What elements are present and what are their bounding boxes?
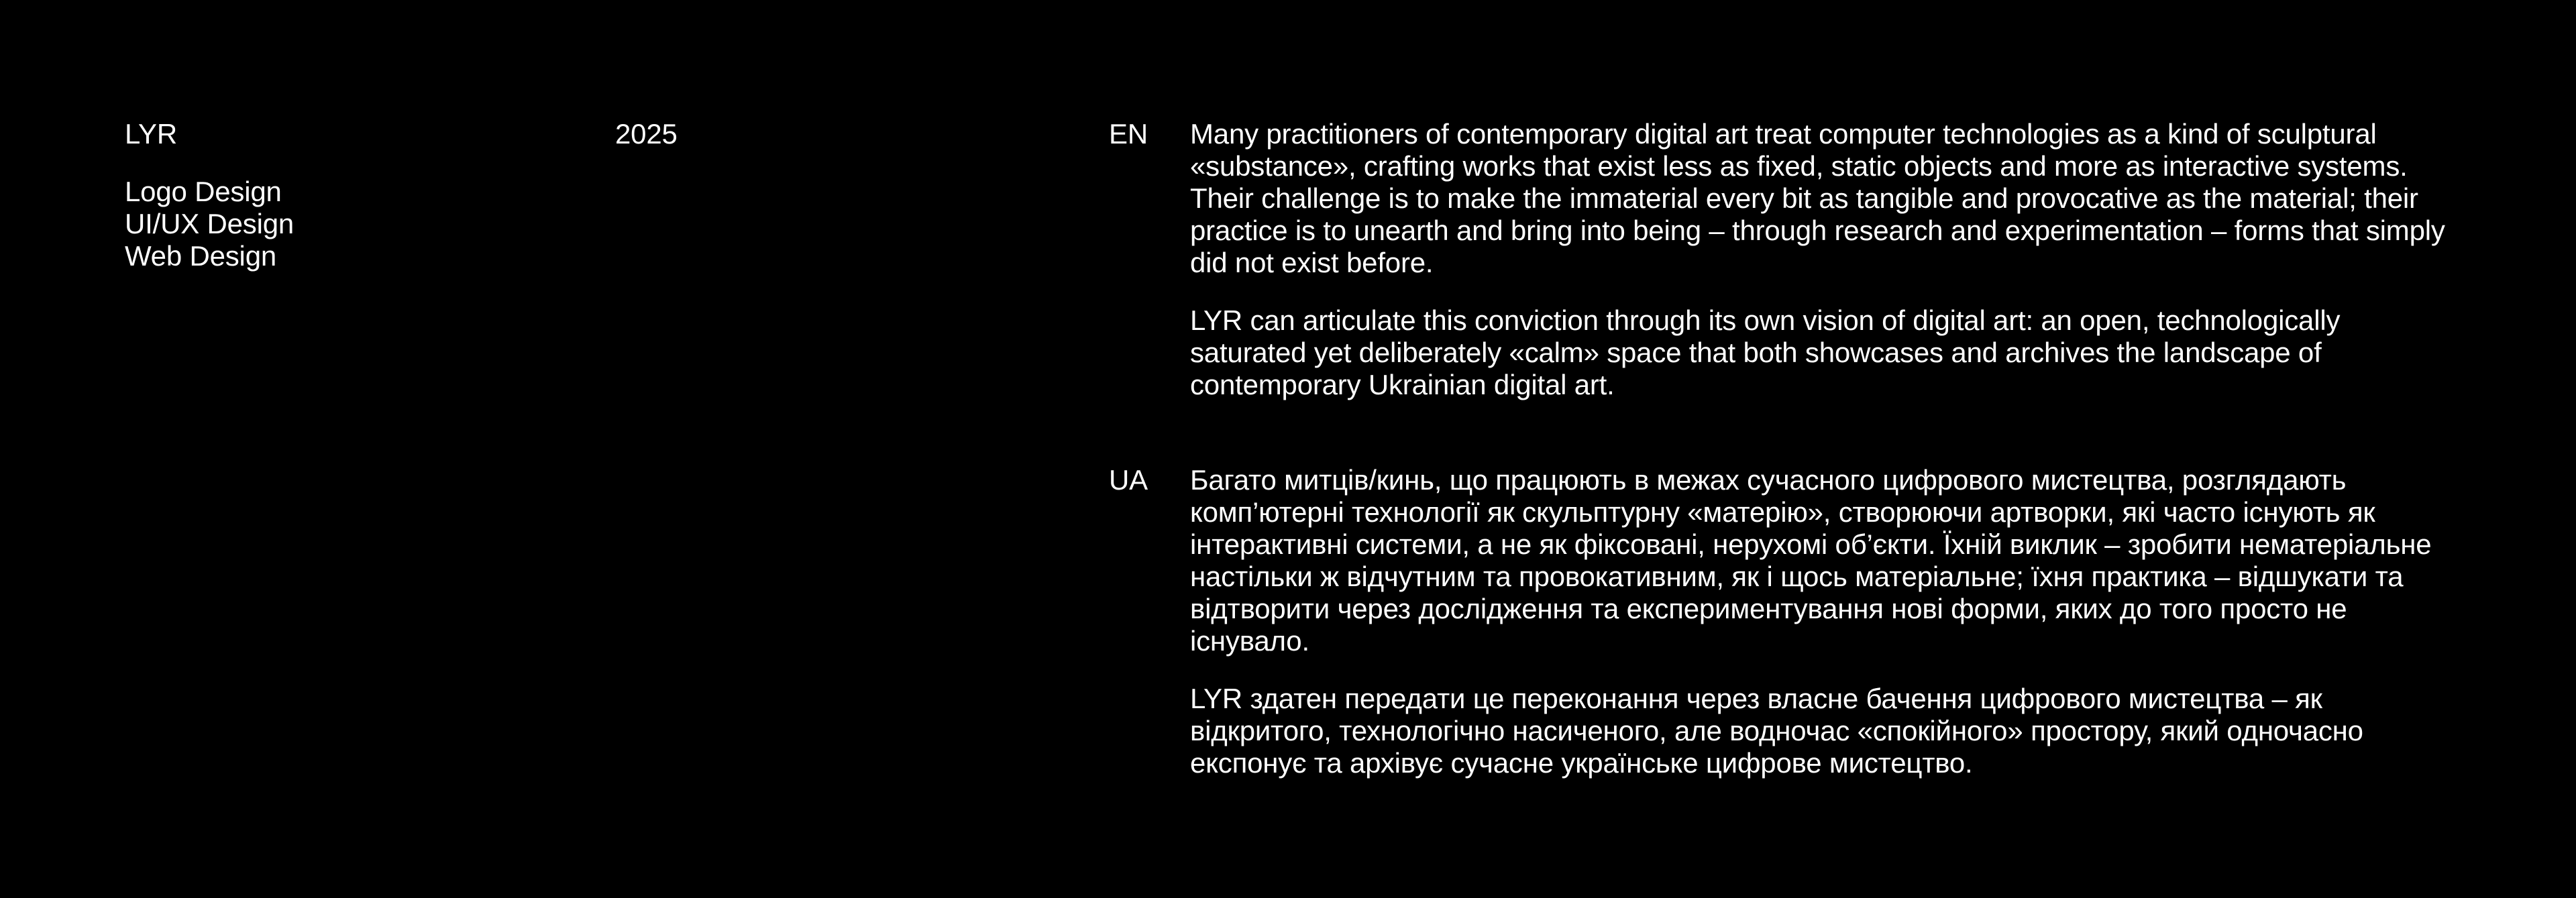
paragraph: LYR can articulate this conviction through its own vision of digital art: an open, technologically saturated yet deliberately «calm» space that both showcases and archives the landscape of contemporary Ukrainian digital art. xyxy=(1190,304,2341,400)
description-text xyxy=(1190,464,2451,805)
language-code: UA xyxy=(1109,464,1148,496)
services-list xyxy=(125,176,527,272)
service-item: Logo Design xyxy=(125,176,282,207)
project-year: 2025 xyxy=(615,118,678,150)
project-info xyxy=(125,118,527,272)
service-item: UI/UX Design xyxy=(125,208,294,239)
language-code: EN xyxy=(1109,118,1148,150)
paragraph: Many practitioners of contemporary digital art treat computer technologies as a kind of sculptural «substance», crafting works that exist less as fixed, static objects and more as interactive systems. Their challenge is to make the immaterial every bit as tangible and provocative as the material; their practice is to unearth and bring into being – through research and experimentation – forms that simply did not exist before. xyxy=(1190,118,2445,278)
paragraph: LYR здатен передати це переконання через власне бачення цифрового мистецтва – як відкритого, технологічно насиченого, але водночас «спокійного» простору, який одночасно експонує та архівує сучасне українське цифрове мистецтво. xyxy=(1190,683,2363,779)
description-text xyxy=(1190,118,2451,427)
paragraph: Багато митців/кинь, що працюють в межах сучасного цифрового мистецтва, розглядають комп’ютерні технології як скульптурну «матерію», створюючи артворки, які часто існують як інтерактивні системи, а не як фіксовані, нерухомі об’єкти. Їхній виклик – зробити нематеріальне настільки ж відчутним та провокативним, як і щось матеріальне; їхня практика – відшукати та відтворити через дослідження та експериментування нові форми, яких до того просто не існувало. xyxy=(1190,464,2432,657)
project-name: LYR xyxy=(125,118,177,150)
service-item: Web Design xyxy=(125,240,277,272)
